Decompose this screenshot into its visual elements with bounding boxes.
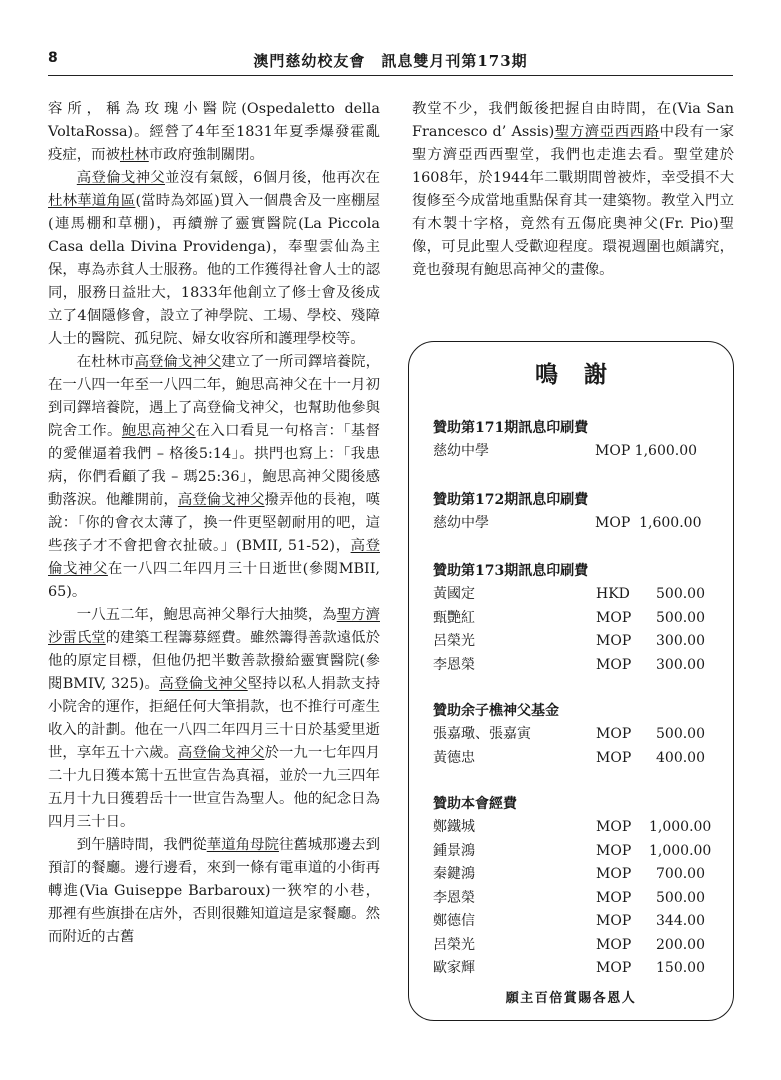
paragraph-text: 中段有一家聖方濟亞西西聖堂，我們也走進去看。聖堂建於1608年，於1944年二戰期間曾被炸，幸受損不大復修至今成當地重點保育其一建築物。教堂入門立有木製十字格，竟然有五傷庇奧神父(Fr. Pio)聖像，可見此聖人受歡迎程度。環視週圍也頗講究，竟也發現有鮑思高神父的畫像。 — [412, 124, 734, 278]
underlined-name: 高登倫戈神父 — [76, 170, 166, 186]
article-paragraph — [48, 834, 380, 949]
donation-amount: 500.00 — [656, 609, 705, 626]
donor-name: 鄭鐵城 — [433, 819, 475, 835]
donation-amount: MOP 1,600.00 — [595, 443, 698, 459]
donation-amount: 300.00 — [656, 656, 705, 673]
article-left-column — [48, 98, 380, 949]
newsletter-title: 澳門慈幼校友會 訊息雙月刊第173期 — [253, 52, 528, 70]
donor-row — [433, 910, 723, 934]
underlined-name: 聖方濟沙雷氏堂 — [48, 607, 380, 646]
donation-group — [433, 699, 723, 770]
donor-name: 慈幼中學 — [433, 443, 489, 459]
page-header — [48, 50, 733, 78]
donation-amount: 1,000.00 — [649, 842, 712, 859]
article-paragraph — [48, 351, 380, 604]
paragraph-text: 在入口看見一句格言：「基督的愛催逼着我們 – 格後5:14」。拱門也寫上：「我患病，你們看顧了我 – 瑪25:36」，鮑思高神父閱後感動落淚。他離開前， — [48, 423, 380, 508]
donation-amount: 344.00 — [656, 913, 705, 929]
donor-name: 呂榮光 — [433, 936, 475, 953]
donation-amount: 1,000.00 — [649, 819, 712, 835]
paragraph-text: 並沒有氣餒，6個月後，他再次在 — [165, 170, 380, 186]
donor-row — [433, 887, 723, 911]
donation-currency: MOP — [596, 609, 632, 626]
donor-row — [433, 816, 723, 840]
donation-amount: 150.00 — [656, 960, 705, 976]
donor-name: 慈幼中學 — [433, 514, 489, 531]
underlined-name: 聖方濟亞西西路 — [554, 124, 660, 140]
article-paragraph — [48, 167, 380, 351]
donation-list — [433, 416, 723, 1003]
donor-row — [433, 863, 723, 887]
donation-currency: MOP — [596, 819, 632, 835]
paragraph-text: 撥弄他的長袍，嘆說：「你的會衣太薄了，換一件更堅韌耐用的吧，這些孩子才不會把會衣扯破。」(BMII, 51-52)， — [48, 492, 380, 554]
donation-amount: 400.00 — [656, 749, 705, 766]
donor-name: 歐家輝 — [433, 960, 475, 976]
donor-row — [433, 512, 723, 536]
underlined-name: 杜林華道角區 — [48, 193, 136, 209]
donor-name: 黃國定 — [433, 586, 475, 602]
underlined-name: 杜林 — [119, 147, 149, 163]
article-paragraph — [48, 98, 380, 167]
donor-name: 李恩榮 — [433, 889, 475, 906]
paragraph-text: 一八五二年，鮑思高神父舉行大抽獎，為 — [76, 607, 337, 623]
page-number: 8 — [48, 50, 58, 66]
paragraph-text: 於一九一七年四月二十九日獲本篤十五世宣告為真福，並於一九三四年五月十九日獲碧岳十一世宣告為聖人。他的紀念日為四月三十日。 — [48, 745, 380, 830]
donor-name: 鄭德信 — [433, 913, 475, 929]
donation-currency: MOP — [596, 936, 632, 953]
donor-name: 張嘉璥、張嘉寅 — [433, 726, 531, 742]
paragraph-text: (當時為郊區)買入一個農舍及一座棚屋(連馬棚和草棚)，再續辦了靈實醫院(La Piccola Casa della Divina Providenga)，奉聖雲仙為主保，專為赤貧人士服務。他的工作獲得社會人士的認同，服務日益壯大，1833年他創立了修士會及後成立了4個隱修會，設立了神學院、工場、學校、殘障人士的醫院、孤兒院、婦女收容所和護理學校等。 — [48, 193, 380, 347]
donation-group-title: 贊助本會經費 — [433, 796, 517, 812]
header-rule — [48, 75, 733, 76]
donor-row — [433, 957, 723, 981]
donor-row — [433, 583, 723, 607]
donation-group — [433, 559, 723, 677]
paragraph-text: 在一八四二年四月三十日逝世(參閱MBII, 65)。 — [48, 561, 380, 600]
donation-currency: HKD — [596, 586, 630, 602]
donor-row — [433, 440, 723, 464]
donation-currency: MOP — [596, 656, 632, 673]
donation-currency: MOP — [596, 726, 632, 742]
donation-amount: MOP 1,600.00 — [595, 514, 702, 531]
article-paragraph — [412, 98, 734, 282]
donor-name: 李恩榮 — [433, 656, 475, 673]
donor-row — [433, 840, 723, 864]
donation-currency: MOP — [596, 960, 632, 976]
donor-row — [433, 654, 723, 678]
donation-currency: MOP — [596, 889, 632, 906]
donation-group-title: 贊助第171期訊息印刷費 — [433, 420, 589, 436]
donation-group-title: 贊助第172期訊息印刷費 — [433, 491, 589, 508]
paragraph-text: 在杜林市 — [76, 354, 135, 370]
acknowledgement-title: 鳴謝 — [535, 361, 633, 388]
underlined-name: 高登倫戈神父 — [177, 492, 265, 508]
donor-name: 甄艷紅 — [433, 609, 475, 626]
donation-group — [433, 416, 723, 464]
underlined-name: 高登倫戈神父 — [177, 745, 265, 761]
donation-group — [433, 488, 723, 536]
donation-currency: MOP — [596, 842, 632, 859]
donor-row — [433, 723, 723, 747]
donation-currency: MOP — [596, 633, 632, 649]
underlined-name: 華道角母院 — [206, 837, 279, 853]
donor-name: 黃德忠 — [433, 749, 475, 766]
underlined-name: 高登倫戈神父 — [159, 676, 248, 692]
donor-name: 鍾景鴻 — [433, 842, 475, 859]
blessing-footer: 願主百倍賞賜各恩人 — [505, 991, 637, 1006]
donation-amount: 500.00 — [656, 726, 705, 742]
donation-amount: 200.00 — [656, 936, 705, 953]
donation-amount: 500.00 — [656, 586, 705, 602]
donation-currency: MOP — [596, 749, 632, 766]
donation-amount: 700.00 — [656, 866, 705, 882]
donation-amount: 500.00 — [656, 889, 705, 906]
donor-row — [433, 607, 723, 631]
paragraph-text: 容所，稱為玫瑰小醫院(Ospedaletto della VoltaRossa)。經營了4年至1831年夏季爆發霍亂疫症，而被 — [48, 101, 380, 163]
acknowledgement-box — [408, 341, 734, 1021]
donation-currency: MOP — [596, 866, 632, 882]
paragraph-text: 建立了一所司鐸培養院，在一八四一年至一八四二年，鮑思高神父在十一月初到司鐸培養院，遇上了高登倫戈神父，也幫助他參與院舍工作。 — [48, 354, 380, 439]
article-paragraph — [48, 604, 380, 834]
underlined-name: 高登倫戈神父 — [134, 354, 222, 370]
paragraph-text: 教堂不少，我們飯後把握自由時間，在(Via San Francesco d’ Assis) — [412, 101, 734, 140]
paragraph-text: 堅持以私人捐款支持小院舍的運作，拒絕任何大筆捐款，也不推行可產生收入的計劃。他在一八四二年四月三十日於基愛里逝世，享年五十六歲。 — [48, 676, 380, 761]
donor-row — [433, 747, 723, 771]
paragraph-text: 到午膳時間，我們從 — [76, 837, 207, 853]
donor-row — [433, 934, 723, 958]
underlined-name: 鮑思高神父 — [121, 423, 196, 439]
paragraph-text: 市政府強制關閉。 — [148, 147, 264, 163]
donation-group-title: 贊助余子樵神父基金 — [433, 703, 559, 719]
paragraph-text: 的建築工程籌募經費。雖然籌得善款遠低於他的原定目標，但他仍把半數善款撥給靈實醫院(參閱BMIV, 325)。 — [48, 630, 380, 692]
donor-row — [433, 630, 723, 654]
article-right-column — [412, 98, 734, 282]
donation-currency: MOP — [596, 913, 632, 929]
donation-group-title: 贊助第173期訊息印刷費 — [433, 563, 589, 579]
underlined-name: 高登倫戈神父 — [48, 538, 380, 577]
donor-name: 呂榮光 — [433, 633, 475, 649]
paragraph-text: 往舊城那邊去到預訂的餐廳。邊行邊看，來到一條有電車道的小街再轉進(Via Guiseppe Barbaroux)一狹窄的小巷，那裡有些旗掛在店外，否則很難知道這是家餐廳。然而附近的古舊 — [48, 837, 380, 945]
donor-name: 秦鍵鴻 — [433, 866, 475, 882]
donation-group — [433, 792, 723, 981]
donation-amount: 300.00 — [656, 633, 705, 649]
